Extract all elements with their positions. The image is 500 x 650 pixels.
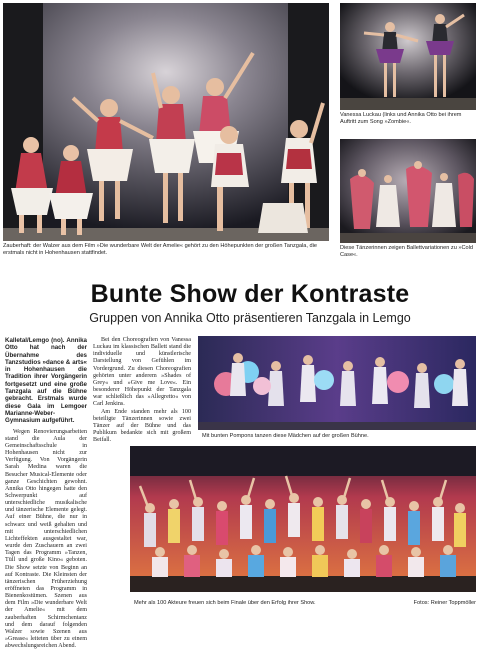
photo-finale — [130, 446, 476, 592]
photo-zombie-duo — [340, 3, 476, 110]
caption-zombie: Vanessa Luckau (links und Annika Otto bei ihrem Auftritt zum Song »Zombie«. — [340, 112, 462, 125]
caption-finale: Mehr als 100 Akteure freuen sich beim Finale über den Erfolg ihrer Show. — [134, 600, 316, 606]
article-subheadline: Gruppen von Annika Otto präsentieren Tanzgala in Lemgo — [89, 311, 411, 325]
article-body-3: Am Ende standen mehr als 100 beteiligte Tänzerinnen sowie zwei Tänzer auf der Bühne und das Publikum bedankte sich mit großem Beifall. — [93, 408, 191, 444]
caption-pompons: Mit bunten Pompons tanzen diese Mädchen auf der großen Bühne. — [202, 433, 369, 439]
photo-cold-case — [340, 139, 476, 243]
article-body-1: Wegen Renovierungsarbeiten stand die Aula der Gemeinschaftsschule in Hohenhausen nicht zur Verfügung. Von Vorgängerin Sarah Medina waren die Besucher Musical-Elemente oder ganze Geschichten gewohnt. Annika Otto hingegen hatte den Schwerpunkt auf unterschiedliche musikalische und tänzerische Elemente gelegt. Auf einer Bühne, die nur in schwarz und weiß gehalten und mit unterschiedlichen Lichteffekten ausgestaltet war, wurde den Zuschauern an zwei Tagen das Programm »Tanzen, Tüll und große Kino« geboten. Die Show setzte von Beginn an auf Kontraste. Die Kleinsten der tänzerischen Früherziehung eröffneten das Programm in Bienenkostümen. Szenen aus dem Film »Die wunderbare Welt der Amelie« mit dem zauberhaften Schirmchentanz und dem darauf folgenden Walzer sowie Szenen aus »Grease« leiteten über zu einem abwechslungsreichen Abend. — [5, 428, 87, 650]
article-lead: Kalletal/Lemgo (no). Annika Otto hat nach der Übernahme des Tanzstudios »dance & arts« in Hohenhausen die Tradition ihrer Vorgängerin fortgesetzt und eine große Tanzgala auf die Bühne gebracht. Erstmals wurde diese Gala im Lemgoer Marianne-Weber-Gymnasium aufgeführt. — [5, 337, 87, 425]
article-body-2: Bei den Choreografien von Vanessa Luckau im klassischen Ballett stand die individuelle und künstlerische Darstellung von Gefühlen im Vordergrund. Zu diesen Choreografien gehörten unter anderem »Shades of Grey« und »Give me Love«. Ein besonderer Höhepunkt der Tanzgala war schließlich das »Allegretto« von Carl Jenkins. — [93, 337, 191, 408]
photo-pompons — [198, 336, 476, 430]
caption-cold-case: Diese Tänzerinnen zeigen Ballettvariationen zu »Cold Case«. — [340, 245, 473, 258]
caption-top-left: Zauberhaft: der Walzer aus dem Film »Die wunderbare Welt der Amelie« gehört zu den Höhepunkten der großen Tanzgala, die erstmals nicht in Hohenhausen stattfindet. — [3, 243, 317, 256]
article-headline: Bunte Show der Kontraste — [90, 280, 410, 308]
photo-amelie-waltz — [3, 3, 329, 241]
photo-credit: Fotos: Reiner Toppmöller — [413, 600, 476, 606]
article-column-1 — [5, 337, 87, 650]
article-column-2 — [93, 337, 191, 444]
